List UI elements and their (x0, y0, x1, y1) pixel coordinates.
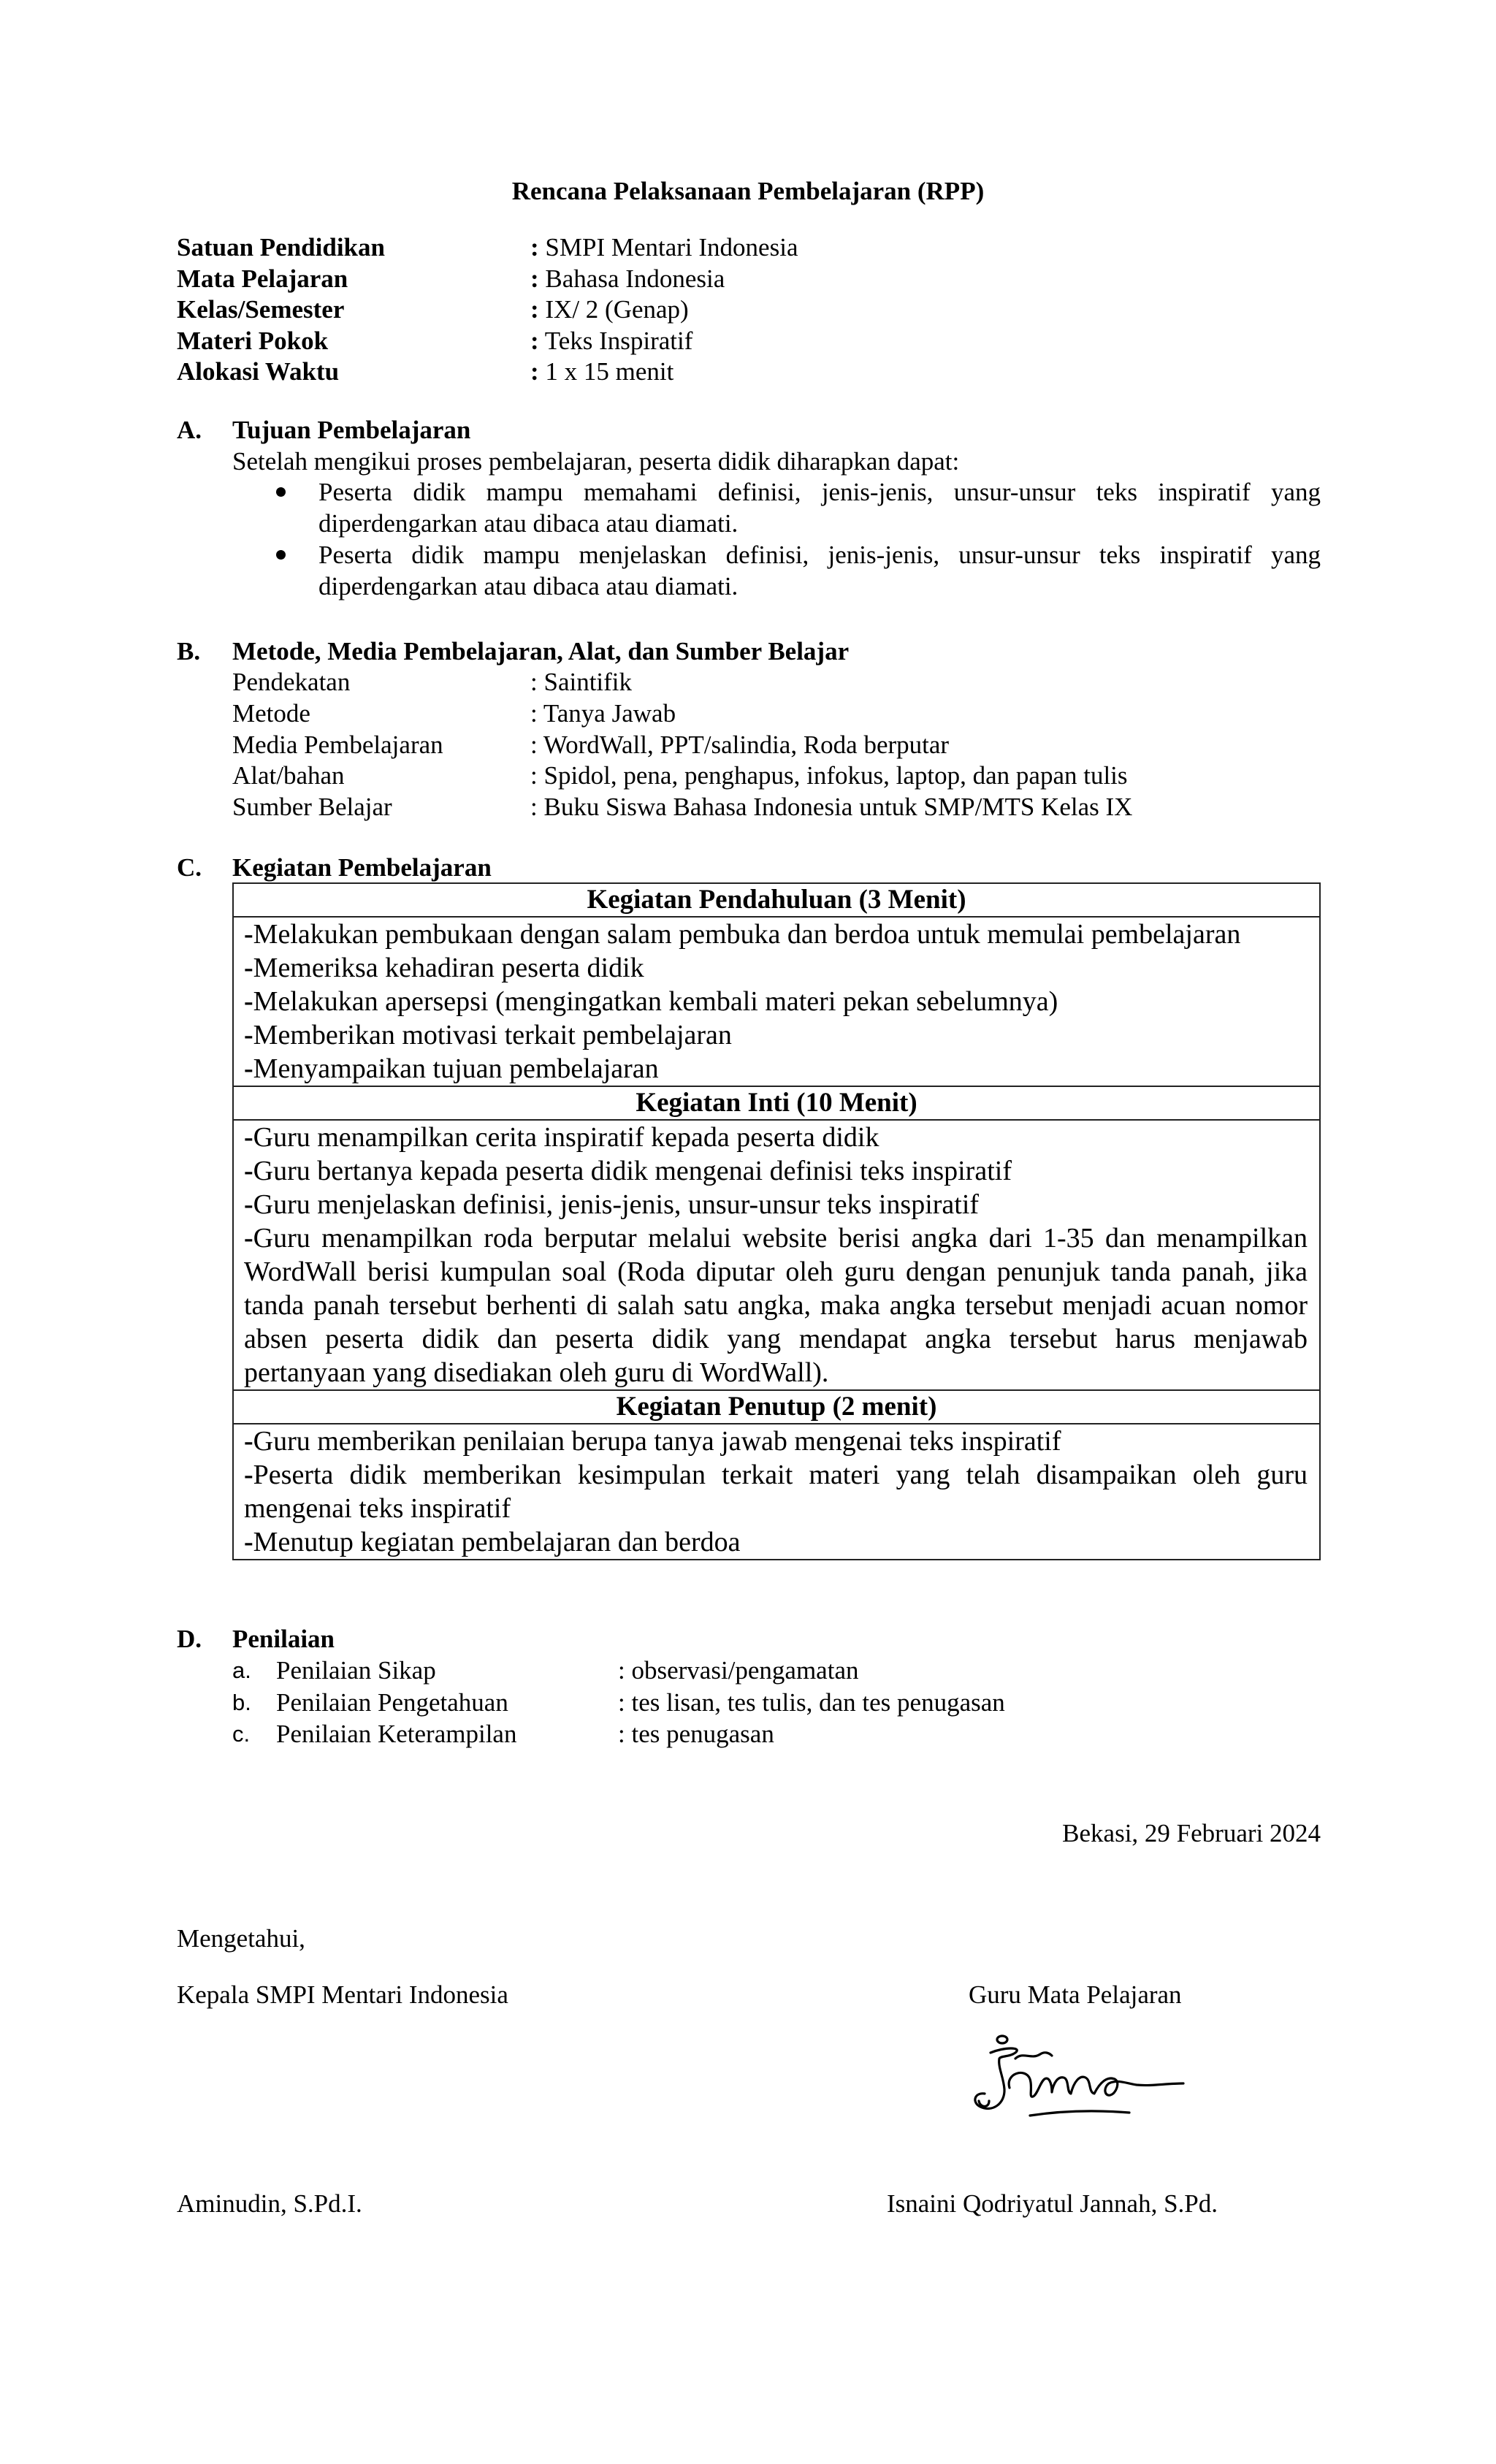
rpp-document: Rencana Pelaksanaan Pembelajaran (RPP) Satuan Pendidikan : SMPI Mentari Indonesia Mata Pelajaran : Bahasa Indonesia Kelas/Semester : IX/ 2 (Genap) Materi Pokok : Teks Inspiratif Alokasi Waktu : 1 x 15 menit A. Tujuan Pembelajaran Setelah mengikui proses pembelajaran, peserta didik diharapkan dapat: Peserta didik mampu memahami definisi, jenis-jenis, unsur-unsur teks inspiratif yang diperdengarkan atau dibaca atau diamati. Peserta didik mampu menjelaskan definisi, jenis-jenis, unsur-unsur teks inspiratif yang diperdengarkan atau dibaca atau diamati. B. Metode, Media Pembelajaran, Alat, dan Sumber Belajar Pendekatan : Saintifik Metode : Tanya Jawab Media Pembelajaran : WordWall, PPT/salindia, Roda berputar Alat/bahan : Spidol, pena, penghapus, infokus, laptop, dan papan tulis Sumber Belajar : Buku Siswa Bahasa Indonesia untuk SMP/MTS Kelas IX C. Kegiatan Pembelajaran Kegiatan Pendahuluan (3 Menit) -Melakukan pembukaan dengan salam pembuka dan berdoa untuk memulai pembelajaran -Memeriksa kehadiran peserta didik -Melakukan apersepsi (mengingatkan kembali materi pekan sebelumnya) -Memberikan motivasi terkait pembelajaran -Menyampaikan tujuan pembelajaran Kegiatan Inti (10 Menit) -Guru menampilkan cerita inspiratif kepada peserta didik -Guru bertanya kepada peserta didik mengenai definisi teks inspiratif -Guru menjelaskan definisi, jenis-jenis, unsur-unsur teks inspiratif -Guru menampilkan roda berputar melalui website berisi angka dari 1-35 dan menampilkan WordWall berisi kumpulan soal (Roda diputar oleh guru dengan penunjuk tanda panah, jika tanda panah tersebut berhenti di salah satu angka, maka angka tersebut menjadi acuan nomor absen peserta didik dan peserta didik yang mendapat angka tersebut harus menjawab pertanyaan yang disediakan oleh guru di WordWall). Kegiatan Penutup (2 menit) -Guru memberikan penilaian berupa tanya jawab mengenai teks inspiratif -Peserta didik memberikan kesimpulan terkait materi yang telah disampaikan oleh guru mengenai teks inspiratif -Menutup kegiatan pembelajaran dan berdoa D. Penilaian a. Penilaian Sikap : observasi/pengamatan b. Penilaian Pengetahuan : tes lisan, tes tulis, dan tes penugasan c. Penilaian Keterampilan : tes penugasan Bekasi, 29 Februari 2024 Mengetahui, Kepala SMPI Mentari Indonesia Guru Mata Pelajaran Aminudin, S.Pd.I. Isnaini Qodriyatul Jannah, S.Pd. (0, 0, 1496, 2464)
info-label: Materi Pokok (177, 326, 329, 355)
list-item: -Guru memberikan penilaian berupa tanya jawab mengenai teks inspiratif (244, 1426, 1061, 1457)
activity-body-penutup (234, 1424, 1319, 1559)
info-value: Bahasa Indonesia (545, 264, 725, 293)
principal-name: Aminudin, S.Pd.I. (177, 2189, 362, 2218)
bullet-icon (276, 487, 286, 497)
section-c-title: Kegiatan Pembelajaran (232, 853, 492, 882)
section-d-letter: D. (177, 1625, 202, 1653)
activity-table (232, 882, 1321, 1560)
section-b-letter: B. (177, 637, 201, 665)
list-item: -Menyampaikan tujuan pembelajaran (244, 1053, 659, 1084)
list-item: -Guru menampilkan cerita inspiratif kepada peserta didik (244, 1122, 879, 1153)
info-label: Alokasi Waktu (177, 357, 340, 386)
section-a-letter: A. (177, 416, 202, 444)
objective-list (270, 476, 1321, 602)
list-item: -Peserta didik memberikan kesimpulan terkait materi yang telah disampaikan oleh guru mengenai teks inspiratif (244, 1460, 1308, 1524)
section-b-title: Metode, Media Pembelajaran, Alat, dan Sumber Belajar (232, 637, 850, 665)
teacher-role: Guru Mata Pelajaran (969, 1980, 1182, 2009)
info-value: IX/ 2 (Genap) (545, 295, 689, 324)
list-item: -Melakukan apersepsi (mengingatkan kembali materi pekan sebelumnya) (244, 986, 1058, 1017)
list-item: -Guru bertanya kepada peserta didik mengenai definisi teks inspiratif (244, 1156, 1012, 1186)
info-value: SMPI Mentari Indonesia (545, 233, 798, 262)
list-item: -Menutup kegiatan pembelajaran dan berdoa (244, 1527, 741, 1557)
activity-body-pendahuluan (234, 918, 1319, 1087)
document-date: Bekasi, 29 Februari 2024 (1062, 1819, 1321, 1847)
teacher-name: Isnaini Qodriyatul Jannah, S.Pd. (887, 2189, 1218, 2218)
document-title: Rencana Pelaksanaan Pembelajaran (RPP) (511, 177, 985, 205)
list-item: Peserta didik mampu memahami definisi, jenis-jenis, unsur-unsur teks inspiratif yang diperdengarkan atau dibaca atau diamati. (270, 476, 1321, 539)
activity-heading-inti: Kegiatan Inti (10 Menit) (234, 1087, 1319, 1121)
list-item: -Guru menampilkan roda berputar melalui website berisi angka dari 1-35 dan menampilkan WordWall berisi kumpulan soal (Roda diputar oleh guru dengan penunjuk tanda panah, jika tanda panah tersebut berhenti di salah satu angka, maka angka tersebut menjadi acuan nomor absen peserta didik dan peserta didik yang mendapat angka tersebut harus menjawab pertanyaan yang disediakan oleh guru di WordWall). (244, 1223, 1308, 1388)
list-item: -Memeriksa kehadiran peserta didik (244, 953, 644, 983)
section-d-title: Penilaian (232, 1625, 335, 1653)
section-c-letter: C. (177, 853, 202, 882)
info-label: Satuan Pendidikan (177, 233, 385, 262)
section-a-intro: Setelah mengikui proses pembelajaran, peserta didik diharapkan dapat: (232, 447, 960, 476)
activity-body-inti (234, 1121, 1319, 1391)
list-item: -Melakukan pembukaan dengan salam pembuka dan berdoa untuk memulai pembelajaran (244, 919, 1241, 950)
bullet-icon (276, 550, 286, 560)
list-item: -Memberikan motivasi terkait pembelajaran (244, 1020, 732, 1050)
section-a-title: Tujuan Pembelajaran (232, 416, 471, 444)
info-value: 1 x 15 menit (545, 357, 674, 386)
info-label: Kelas/Semester (177, 295, 345, 324)
activity-heading-penutup: Kegiatan Penutup (2 menit) (234, 1391, 1319, 1424)
activity-heading-pendahuluan: Kegiatan Pendahuluan (3 Menit) (234, 884, 1319, 918)
principal-role: Kepala SMPI Mentari Indonesia (177, 1980, 508, 2009)
signature-icon (964, 2031, 1191, 2148)
mengetahui-label: Mengetahui, (177, 1924, 305, 1953)
info-value: Teks Inspiratif (544, 326, 693, 355)
list-item: -Guru menjelaskan definisi, jenis-jenis, unsur-unsur teks inspiratif (244, 1189, 980, 1220)
list-item: Peserta didik mampu menjelaskan definisi, jenis-jenis, unsur-unsur teks inspiratif yang diperdengarkan atau dibaca atau diamati. (270, 539, 1321, 602)
info-label: Mata Pelajaran (177, 264, 348, 293)
